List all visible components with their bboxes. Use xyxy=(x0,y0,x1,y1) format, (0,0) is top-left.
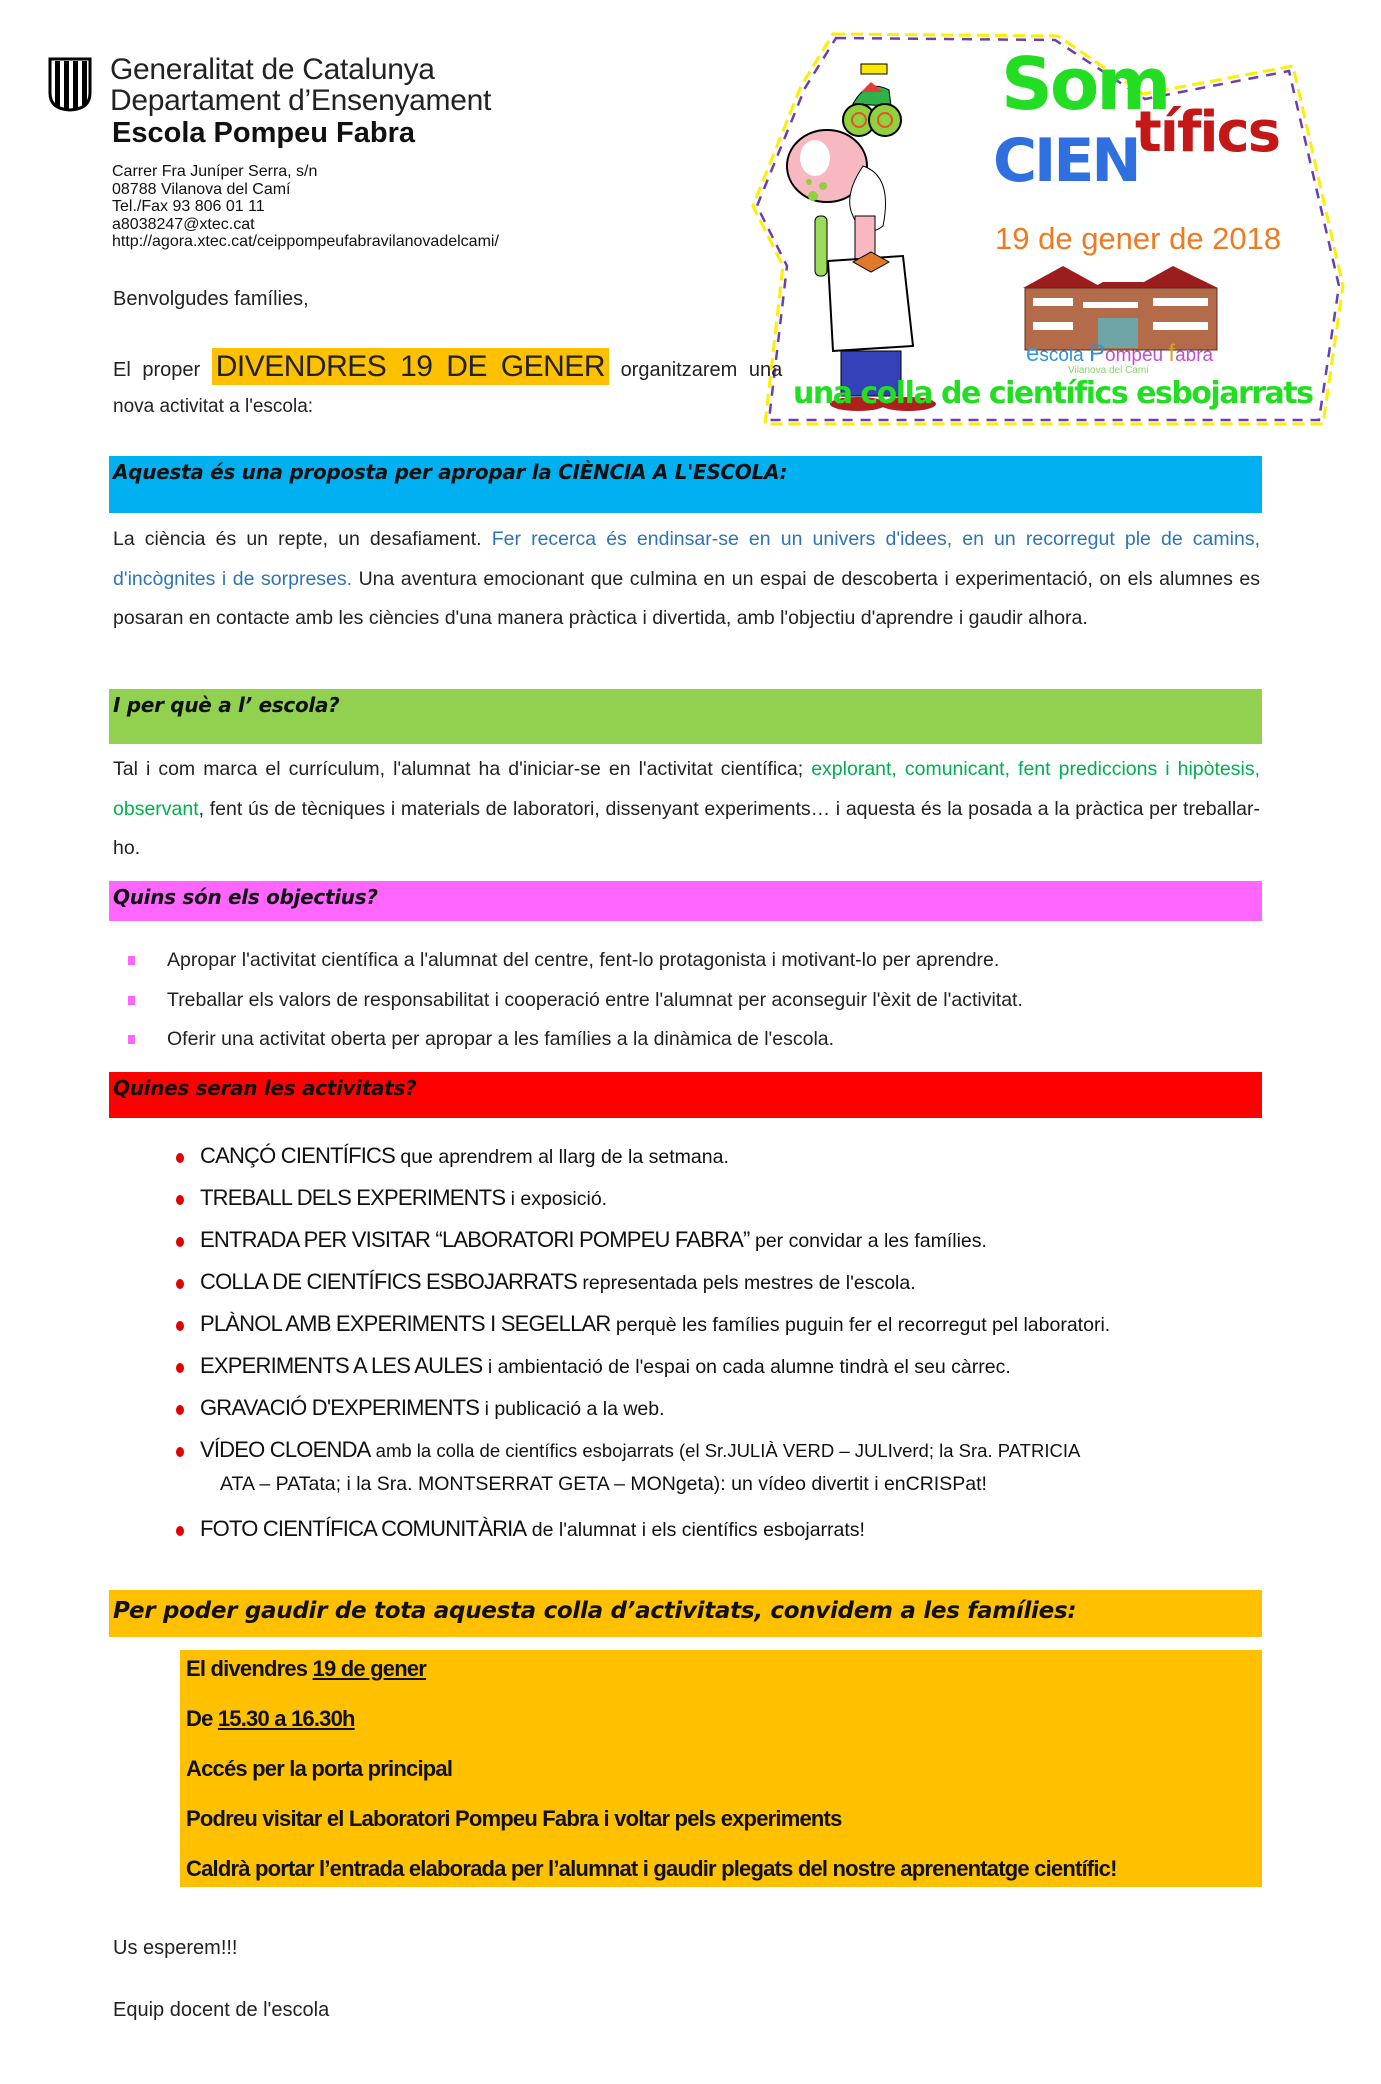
activity-item xyxy=(176,1353,1011,1379)
text: De xyxy=(186,1706,218,1731)
logo-word: ompeu xyxy=(1105,345,1169,366)
bullet-icon xyxy=(128,996,135,1005)
event-day xyxy=(186,1656,426,1682)
activity-item xyxy=(176,1437,1080,1463)
section-heading-why xyxy=(109,689,1262,744)
event-ticket: Caldrà portar l’entrada elaborada per l’alumnat i gaudir plegats del nostre aprenentatge científic! xyxy=(186,1856,1117,1881)
section-heading-activities xyxy=(109,1072,1262,1118)
activity-item xyxy=(176,1227,987,1253)
address-city: 08788 Vilanova del Camí xyxy=(112,180,291,198)
generalitat-emblem-icon xyxy=(46,55,94,112)
proposal-paragraph xyxy=(113,520,1260,639)
activity-item xyxy=(176,1269,916,1295)
heading-text: Aquesta és una proposta per apropar la CIÈNCIA A L'ESCOLA: xyxy=(113,460,788,484)
objective-item xyxy=(128,1028,834,1051)
address-phone: Tel./Fax 93 806 01 11 xyxy=(112,198,265,215)
activity-desc: amb la colla de científics esbojarrats (el Sr.JULIÀ VERD – JULIverd; la Sra. PATRICIA xyxy=(370,1440,1081,1461)
objective-text: Treballar els valors de responsabilitat i cooperació entre l'alumnat per aconseguir l'èxit de l'activitat. xyxy=(167,989,1023,1011)
banner-tagline: una colla de científics esbojarrats xyxy=(793,376,1313,411)
bullet-icon xyxy=(128,956,135,965)
scientist-illustration xyxy=(787,64,936,411)
intro-line xyxy=(113,350,782,384)
logo-letter: P xyxy=(1089,340,1106,367)
bullet-icon xyxy=(176,1447,184,1457)
text: 15.30 a 16.30h xyxy=(217,1706,355,1731)
event-visit: Podreu visitar el Laboratori Pompeu Fabra i voltar pels experiments xyxy=(186,1806,842,1831)
banner-school-logo xyxy=(1026,340,1213,368)
closing: Us esperem!!! xyxy=(113,1937,238,1959)
org-name: Generalitat de Catalunya xyxy=(110,53,435,86)
intro-before: El proper xyxy=(113,359,201,381)
activity-title: PLÀNOL AMB EXPERIMENTS I SEGELLAR xyxy=(200,1311,611,1336)
objective-item xyxy=(128,949,999,972)
signature: Equip docent de l'escola xyxy=(113,1999,330,2021)
bullet-icon xyxy=(176,1279,184,1289)
bullet-icon xyxy=(176,1526,184,1536)
activity-title: VÍDEO CLOENDA xyxy=(200,1437,371,1462)
activity-title: CANÇÓ CIENTÍFICS xyxy=(200,1143,395,1168)
bullet-icon xyxy=(176,1237,184,1247)
logo-word: abra xyxy=(1175,345,1214,366)
activity-item-continuation: ATA – PATata; i la Sra. MONTSERRAT GETA – MONgeta): un vídeo divertit i enCRISPat! xyxy=(220,1473,987,1495)
bullet-icon xyxy=(176,1405,184,1415)
event-banner xyxy=(743,26,1348,436)
event-access: Accés per la porta principal xyxy=(186,1756,453,1781)
bullet-icon xyxy=(176,1363,184,1373)
bullet-icon xyxy=(128,1035,135,1044)
banner-som: Som xyxy=(1001,42,1169,126)
activity-desc: i publicació a la web. xyxy=(479,1398,665,1420)
address-website[interactable]: http://agora.xtec.cat/ceippompeufabravilanovadelcami/ xyxy=(112,233,499,250)
why-paragraph xyxy=(113,750,1260,869)
bullet-icon xyxy=(176,1195,184,1205)
heading-text: Quins són els objectius? xyxy=(113,885,378,909)
text: Una aventura emocionant que culmina en un espai de descoberta i experimentació, on els alumnes es posaran en contacte amb les ciències d'una manera pràctica i divertida, amb l'objectiu d'aprendre i gaudir alhora. xyxy=(113,567,1260,629)
intro-line2: nova activitat a l'escola: xyxy=(113,396,314,417)
intro-after: organitzarem una xyxy=(620,359,783,381)
greeting: Benvolgudes famílies, xyxy=(113,288,309,310)
activity-desc: perquè les famílies puguin fer el recorregut pel laboratori. xyxy=(610,1314,1111,1336)
highlighted-text: Fer recerca és endinsar-se en un univers d'idees, en un recorregut ple de camins, d'incògnites i de sorpreses. xyxy=(113,528,1260,590)
heading-text: Per poder gaudir de tota aquesta colla d’activitats, convidem a les famílies: xyxy=(113,1598,1077,1624)
activity-desc: i exposició. xyxy=(505,1188,608,1210)
activity-item xyxy=(176,1143,729,1169)
heading-text: Quines seran les activitats? xyxy=(113,1076,417,1100)
banner-date: 19 de gener de 2018 xyxy=(995,221,1282,256)
objective-text: Apropar l'activitat científica a l'alumnat del centre, fent-lo protagonista i motivant-lo per aprendre. xyxy=(167,949,1000,971)
school-address xyxy=(112,163,499,251)
activity-item xyxy=(176,1516,865,1542)
activity-item xyxy=(176,1311,1110,1337)
banner-cien: CIEN xyxy=(993,126,1139,196)
activity-title: FOTO CIENTÍFICA COMUNITÀRIA xyxy=(200,1516,527,1541)
objective-text: Oferir una activitat oberta per apropar a les famílies a la dinàmica de l'escola. xyxy=(167,1028,835,1050)
activity-title: ENTRADA PER VISITAR “LABORATORI POMPEU FABRA” xyxy=(200,1227,750,1252)
activity-title: COLLA DE CIENTÍFICS ESBOJARRATS xyxy=(200,1269,577,1294)
activity-desc: representada pels mestres de l'escola. xyxy=(577,1272,916,1294)
section-heading-objectives xyxy=(109,881,1262,921)
activity-desc: i ambientació de l'espai on cada alumne tindrà el seu càrrec. xyxy=(482,1356,1011,1378)
heading-text: I per què a l’ escola? xyxy=(113,693,340,717)
logo-word: scola xyxy=(1039,345,1089,366)
section-heading-proposal xyxy=(109,456,1262,513)
event-date-highlight: DIVENDRES 19 DE GENER xyxy=(212,348,609,385)
text: 19 de gener xyxy=(312,1656,427,1681)
highlighted-text: explorant, comunicant, fent prediccions i hipòtesis, observant xyxy=(113,758,1261,820)
logo-letter: e xyxy=(1026,340,1040,367)
text: El divendres xyxy=(186,1656,313,1681)
address-email[interactable]: a8038247@xtec.cat xyxy=(112,215,255,233)
event-time xyxy=(186,1706,355,1732)
activity-desc: que aprendrem al llarg de la setmana. xyxy=(395,1146,729,1168)
activity-title: TREBALL DELS EXPERIMENTS xyxy=(200,1185,506,1210)
school-building-illustration xyxy=(1023,266,1218,350)
objective-item xyxy=(128,989,1023,1012)
activity-item xyxy=(176,1395,665,1421)
bullet-icon xyxy=(176,1321,184,1331)
bullet-icon xyxy=(176,1153,184,1163)
department-name: Departament d’Ensenyament xyxy=(110,84,492,117)
text: La ciència és un repte, un desafiament. xyxy=(113,528,492,550)
activity-title: EXPERIMENTS A LES AULES xyxy=(200,1353,483,1378)
text: Tal i com marca el currículum, l'alumnat ha d'iniciar-se en l'activitat científica; xyxy=(113,758,812,780)
activity-desc: per convidar a les famílies. xyxy=(749,1230,987,1252)
banner-school-town: Vilanova del Camí xyxy=(1068,365,1149,376)
address-street: Carrer Fra Juníper Serra, s/n xyxy=(112,163,318,180)
section-heading-invite xyxy=(109,1590,1262,1637)
banner-tifics: tífics xyxy=(1135,100,1280,165)
activity-desc: de l'alumnat i els científics esbojarrats! xyxy=(526,1519,865,1541)
text: , fent ús de tècniques i materials de laboratori, dissenyant experiments… i aquesta és la posada a la pràctica per treballar-ho. xyxy=(113,797,1260,859)
activity-item xyxy=(176,1185,607,1211)
logo-letter: f xyxy=(1168,340,1176,367)
school-name: Escola Pompeu Fabra xyxy=(112,117,415,149)
activity-title: GRAVACIÓ D'EXPERIMENTS xyxy=(200,1395,480,1420)
